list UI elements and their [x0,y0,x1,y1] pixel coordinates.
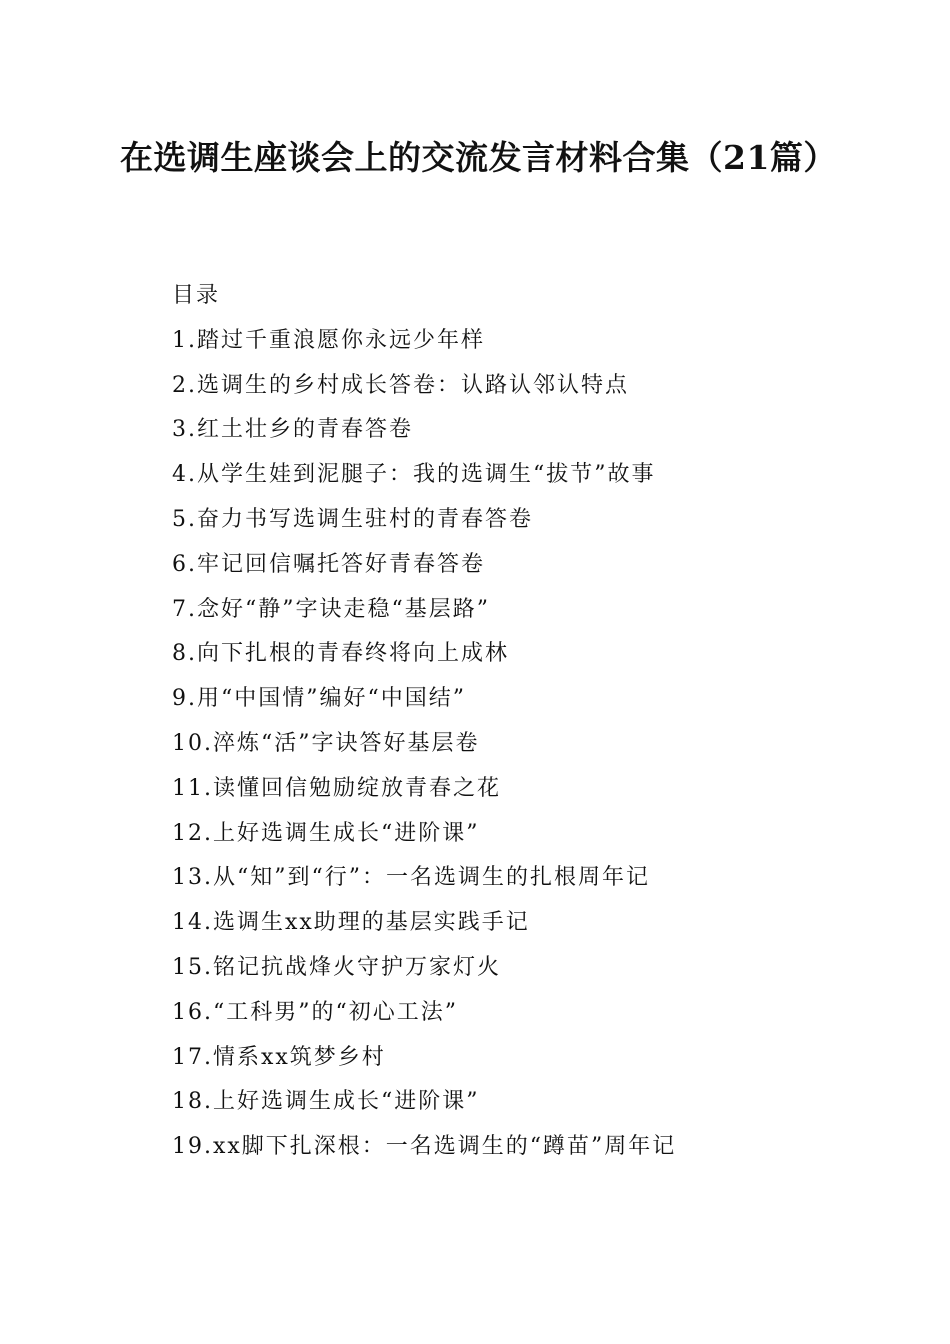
toc-item: 13.从“知”到“行”：一名选调生的扎根周年记 [172,865,650,891]
document-title: 在选调生座谈会上的交流发言材料合集（21篇） [120,138,837,177]
toc-item: 6.牢记回信嘱托答好青春答卷 [172,551,485,577]
toc-item: 11.读懂回信勉励绽放青春之花 [172,775,501,801]
toc-item: 19.xx脚下扎深根：一名选调生的“蹲苗”周年记 [172,1134,677,1160]
toc-item: 8.向下扎根的青春终将向上成林 [172,641,509,667]
table-of-contents [172,280,872,1176]
toc-item: 2.选调生的乡村成长答卷：认路认邻认特点 [172,372,629,398]
toc-list [172,325,872,1176]
toc-item: 14.选调生xx助理的基层实践手记 [172,910,530,936]
toc-heading: 目录 [172,283,221,308]
toc-item: 12.上好选调生成长“进阶课” [172,820,480,846]
toc-item: 15.铭记抗战烽火守护万家灯火 [172,954,501,980]
toc-item: 9.用“中国情”编好“中国结” [172,686,466,712]
toc-item: 16.“工科男”的“初心工法” [172,999,458,1025]
toc-item: 5.奋力书写选调生驻村的青春答卷 [172,506,533,532]
toc-item: 10.淬炼“活”字诀答好基层卷 [172,730,480,756]
toc-item: 3.红土壮乡的青春答卷 [172,417,413,443]
toc-item: 7.念好“静”字诀走稳“基层路” [172,596,490,622]
toc-item: 1.踏过千重浪愿你永远少年样 [172,327,485,353]
toc-item: 18.上好选调生成长“进阶课” [172,1089,480,1115]
toc-item: 4.从学生娃到泥腿子：我的选调生“拔节”故事 [172,462,656,488]
toc-item: 17.情系xx筑梦乡村 [172,1044,386,1070]
